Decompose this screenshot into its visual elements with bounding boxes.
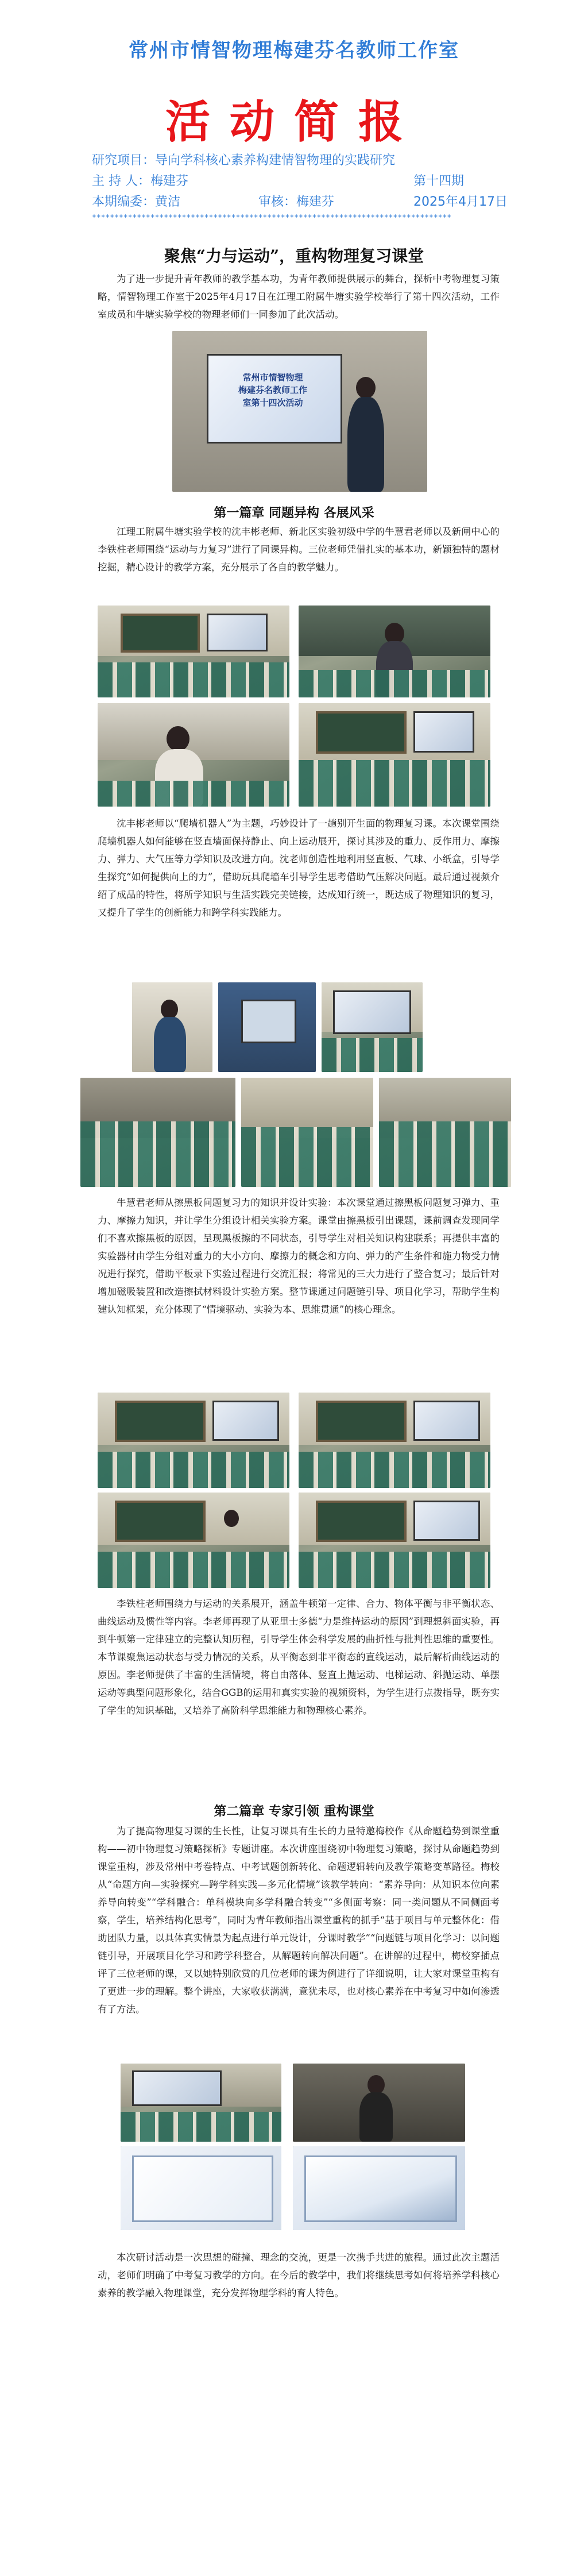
reviewer-label: 审核： — [258, 195, 297, 209]
project-row — [92, 151, 395, 169]
bulletin-title: 活动简报 — [165, 97, 423, 148]
project-value: 导向学科核心素养构建情智物理的实践研究 — [155, 153, 396, 168]
class-photo-2 — [299, 606, 490, 697]
part1-intro-paragraph: 江理工附属牛塘实验学校的沈丰彬老师、新北区实验初级中学的牛慧君老师以及新闸中心的李铁柱老师围绕“运动与力复习”进行了同课异构。三位老师凭借扎实的基本功，新颖独特的题材挖掘，精心设计的教学方案，充分展示了各自的教学魅力。 — [98, 526, 500, 573]
class-photo-13 — [98, 1493, 289, 1588]
reviewer-value: 梅建芬 — [296, 195, 335, 209]
closing-paragraph: 本次研讨活动是一次思想的碰撞、理念的交流，更是一次携手共进的旅程。通过此次主题活动，老师们明确了中考复习教学的方向。在今后的教学中，我们将继续思考如何将培养学科核心素养的教学融入物理课堂，充分发挥物理学科的育人特色。 — [98, 2252, 500, 2299]
part1-title: 第一篇章 同题异构 各展风采 — [214, 506, 374, 520]
intro-paragraph: 为了进一步提升青年教师的教学基本功，为青年教师提供展示的舞台，探析中考物理复习策略，情智物理工作室于2025年4月17日在江理工附属牛塘实验学校举行了第十四次活动，工作室成员和牛塘实验学校的物理老师们一同参加了此次活动。 — [98, 273, 500, 320]
project-label: 研究项目： — [92, 153, 156, 168]
part2-paragraph: 为了提高物理复习课的生长性，让复习课具有生长的力量特邀梅校作《从命题趋势到课堂重构——初中物理复习策略探析》专题讲座。本次讲座围绕初中物理复习策略，探讨从命题趋势到课堂重构，涉及常州中考卷特点、中考试题创新转化、命题逻辑转向及教学策略变革路径。梅校从“命题方向—实验探究—跨学科实践—多元化情境”该教学转向：“素养导向：从知识本位向素养导向转变”“学科融合：单科模块向多学科融合转变”“多侧面考察：同一类问题从不同侧面考察，学生，培养结构化思考”，同时为青年教师指出课堂重构的抓手“基于项目与单元整体化：借助团队力量，以具体真实情景为起点进行单元设计，分课时教学”“问题链与项目化学习：以问题链引导，开展项目化学习和跨学科整合，从解题转向解决问题”。在讲解的过程中，梅校穿插点评了三位老师的课，又以她特别欣赏的几位老师的课为例进行了详细说明，让大家对课堂重构有了更进一步的理解。整个讲座，大家收获满满，意犹未尽，也对核心素养在中考复习中如何渗透有了方法。 — [98, 1826, 500, 2015]
class-photo-6 — [218, 982, 316, 1072]
class-photo-10 — [379, 1078, 511, 1187]
li-lesson-paragraph: 李铁柱老师围绕力与运动的关系展开，涵盖牛顿第一定律、合力、物体平衡与非平衡状态、曲线运动及惯性等内容。李老师再现了从亚里士多德“力是维持运动的原因”到理想斜面实验，再到牛顿第一定律建立的完整认知历程，引导学生体会科学发展的曲折性与批判性思维的重要性。本节课聚焦运动状态与受力情况的关系，从平衡态到非平衡态的直线运动，最后解析曲线运动的原因。李老师提供了丰富的生活情境，将自由落体、竖直上抛运动、电梯运动、斜抛运动、单摆运动等典型问题形象化，结合GGB的运用和真实实验的视频资料，为学生进行点拨指导，既夯实了学生的知识基础，又培养了高阶科学思维能力和物理核心素养。 — [98, 1598, 500, 1716]
class-photo-4 — [299, 703, 490, 807]
lecture-slide-1 — [121, 2146, 281, 2230]
lecture-photo-1 — [121, 2064, 281, 2142]
studio-title: 常州市情智物理梅建芬名教师工作室 — [129, 39, 459, 62]
lecture-photo-2 — [293, 2064, 465, 2142]
class-photo-8 — [80, 1078, 235, 1187]
editor-value: 黄洁 — [155, 195, 181, 209]
editor-label: 本期编委： — [92, 195, 156, 209]
class-photo-5 — [132, 982, 212, 1072]
divider-stars: ******************************************************************************** — [92, 214, 452, 222]
class-photo-9 — [241, 1078, 373, 1187]
class-photo-11 — [98, 1393, 289, 1488]
host-label: 主 持 人： — [92, 174, 150, 188]
class-photo-14 — [299, 1493, 490, 1588]
class-photo-3 — [98, 703, 289, 807]
issue-number: 第十四期 — [413, 174, 465, 188]
shen-lesson-paragraph: 沈丰彬老师以“爬墙机器人”为主题，巧妙设计了一趟别开生面的物理复习课。本次课堂围绕爬墙机器人如何能够在竖直墙面保持静止、向上运动展开，探讨其涉及的重力、反作用力、摩擦力、弹力、大气压等力学知识及改进方向。沈老师创造性地利用竖直板、气球、小纸盒，引导学生探究“如何提供向上的力”，借助玩具爬墙车引导学生思考借助气压解决问题。最后通过视频介绍了成品的特性，将所学知识与生活实践完美链接，达成知行统一，既达成了物理知识的复习，又提升了学生的创新能力和跨学科实践能力。 — [98, 818, 500, 918]
article-headline: 聚焦“力与运动”，重构物理复习课堂 — [164, 246, 424, 265]
part2-title: 第二篇章 专家引领 重构课堂 — [214, 1804, 374, 1819]
issue-date: 2025年4月17日 — [413, 195, 508, 209]
slide-caption: 常州市情智物理 梅建芬名教师工作 室第十四次活动 — [238, 372, 307, 408]
class-photo-12 — [299, 1393, 490, 1488]
host-value: 梅建芬 — [150, 174, 189, 188]
niu-lesson-paragraph: 牛慧君老师从擦黑板问题复习力的知识并设计实验：本次课堂通过擦黑板问题复习弹力、重力、摩擦力知识，并让学生分组设计相关实验方案。课堂由擦黑板引出课题，课前调查发现同学们不喜欢擦黑板的原因，呈现黑板擦的不同状态，引导学生对相关知识构建联系；再提供丰富的实验器材由学生分组对重力的大小方向、摩擦力的概念和方向、弹力的产生条件和施力物受力情况进行探究，借助平板录下实验过程进行交流汇报；将常见的三大力进行了整合复习；最后针对增加磁吸装置和改造擦拭材料设计实验方案。整节课通过问题链引导、项目化学习，帮助学生构建认知框架，充分体现了“情境驱动、实验为本、思维贯通”的核心理念。 — [98, 1197, 500, 1315]
host-row — [92, 171, 188, 190]
class-photo-1 — [98, 606, 289, 697]
lecture-slide-2 — [293, 2146, 465, 2230]
class-photo-7 — [322, 982, 423, 1072]
editor-row — [92, 192, 180, 210]
activity-photo-main — [172, 331, 427, 492]
reviewer-row — [258, 192, 334, 210]
